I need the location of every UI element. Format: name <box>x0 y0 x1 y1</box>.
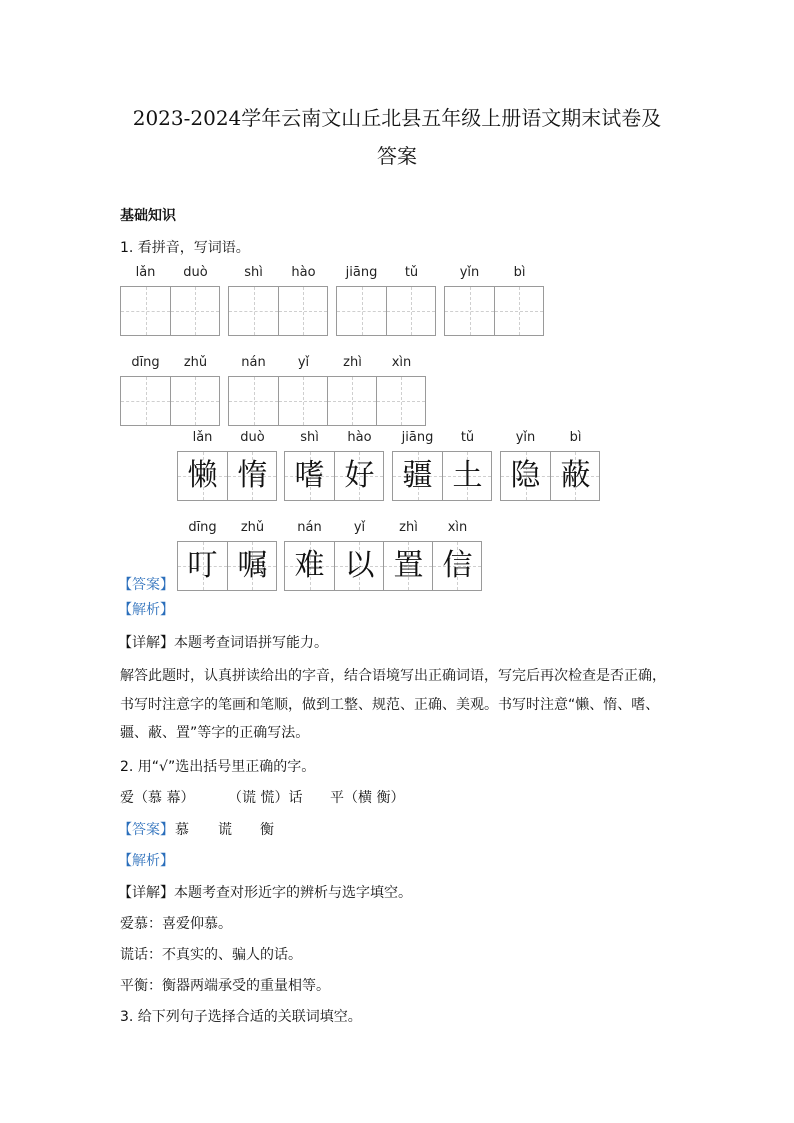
answer-cell <box>285 430 334 500</box>
writing-cell[interactable] <box>229 265 278 335</box>
explanation-line: 书写时注意字的笔画和笔顺，做到工整、规范、正确、美观。书写时注意“懒、惰、嗜、 <box>120 697 660 713</box>
writing-cell[interactable] <box>170 355 219 425</box>
answer-cell <box>334 520 383 590</box>
question-3-prompt: 3. 给下列句子选择合适的关联词填空。 <box>120 1009 362 1025</box>
answer-character: 信 <box>442 548 473 583</box>
pinyin-label: yǐ <box>297 355 310 370</box>
pinyin-label: bì <box>513 265 526 280</box>
answer-character: 以 <box>344 548 375 583</box>
analysis-label: 【解析】 <box>118 853 174 869</box>
answer-value: 衡 <box>260 822 274 838</box>
detail-label: 【详解】 <box>118 635 174 651</box>
writing-cell[interactable] <box>386 265 435 335</box>
answer-cell <box>432 520 481 590</box>
writing-box-group[interactable] <box>228 355 426 426</box>
pinyin-label: yǐn <box>515 430 536 445</box>
section-heading: 基础知识 <box>120 208 176 224</box>
answer-character: 好 <box>344 458 375 493</box>
pinyin-label: duò <box>183 265 208 280</box>
choice-item: （谎 慌）话 <box>228 790 303 806</box>
answer-value: 谎 <box>218 822 232 838</box>
answer-character: 难 <box>294 548 325 583</box>
writing-cell[interactable] <box>121 265 170 335</box>
pinyin-label: hào <box>347 430 372 445</box>
pinyin-label: jiāng <box>401 430 434 445</box>
writing-cell[interactable] <box>327 355 376 425</box>
writing-cell[interactable] <box>229 355 278 425</box>
pinyin-label: hào <box>291 265 316 280</box>
pinyin-label: tǔ <box>460 430 475 445</box>
answer-character: 土 <box>452 458 483 493</box>
writing-cell[interactable] <box>278 265 327 335</box>
answer-box-group <box>177 520 277 591</box>
answer-character: 懒 <box>187 458 218 493</box>
detail-line <box>118 635 328 651</box>
document-title-line1: 2023-2024学年云南文山丘北县五年级上册语文期末试卷及 <box>132 106 662 130</box>
answer-box-group <box>392 430 492 501</box>
answer-box-group <box>284 430 384 501</box>
pinyin-label: dīng <box>188 520 217 535</box>
writing-box-group[interactable] <box>120 265 220 336</box>
pinyin-label: zhì <box>343 355 362 370</box>
answer-box-group <box>500 430 600 501</box>
answer-cell <box>227 520 276 590</box>
answer-cell <box>334 430 383 500</box>
pinyin-label: shì <box>244 265 263 280</box>
document-title-line2: 答案 <box>377 144 417 168</box>
pinyin-label: zhǔ <box>240 520 265 535</box>
pinyin-label: lǎn <box>192 430 213 445</box>
explanation-line: 谎话：不真实的、骗人的话。 <box>120 947 302 963</box>
pinyin-label: bì <box>569 430 582 445</box>
answer-character: 蔽 <box>560 458 591 493</box>
pinyin-label: lǎn <box>135 265 156 280</box>
writing-cell[interactable] <box>278 355 327 425</box>
analysis-label: 【解析】 <box>118 602 174 618</box>
answer-cell <box>442 430 491 500</box>
answer-label: 【答案】 <box>118 822 174 838</box>
pinyin-label: shì <box>300 430 319 445</box>
answer-box-group <box>284 520 482 591</box>
answer-character: 置 <box>393 548 424 583</box>
writing-cell[interactable] <box>170 265 219 335</box>
answer-character: 隐 <box>510 458 541 493</box>
detail-label: 【详解】 <box>118 885 174 901</box>
answer-cell <box>393 430 442 500</box>
answer-box-group <box>177 430 277 501</box>
writing-box-group[interactable] <box>120 355 220 426</box>
pinyin-label: jiāng <box>345 265 378 280</box>
detail-text: 本题考查词语拼写能力。 <box>174 635 328 651</box>
pinyin-label: tǔ <box>404 265 419 280</box>
pinyin-label: duò <box>240 430 265 445</box>
choice-item: 爱（慕 幕） <box>120 790 195 806</box>
detail-line <box>118 885 412 901</box>
answer-cell <box>285 520 334 590</box>
pinyin-label: dīng <box>131 355 160 370</box>
writing-box-group[interactable] <box>336 265 436 336</box>
question-1-prompt: 1. 看拼音，写词语。 <box>120 240 250 256</box>
pinyin-label: zhǔ <box>183 355 208 370</box>
question-2-prompt: 2. 用“√”选出括号里正确的字。 <box>120 759 316 775</box>
pinyin-label: xìn <box>447 520 468 535</box>
writing-box-group[interactable] <box>228 265 328 336</box>
pinyin-label: yǐn <box>459 265 480 280</box>
answer-character: 嗜 <box>294 458 325 493</box>
pinyin-label: nán <box>297 520 322 535</box>
pinyin-label: zhì <box>399 520 418 535</box>
answer-cell <box>550 430 599 500</box>
writing-cell[interactable] <box>494 265 543 335</box>
answer-cell <box>178 430 227 500</box>
pinyin-label: nán <box>241 355 266 370</box>
detail-text: 本题考查对形近字的辨析与选字填空。 <box>174 885 412 901</box>
answer-character: 疆 <box>402 458 433 493</box>
answer-value: 慕 <box>175 822 189 838</box>
pinyin-label: yǐ <box>353 520 366 535</box>
explanation-line: 疆、蔽、置”等字的正确写法。 <box>120 725 310 741</box>
writing-cell[interactable] <box>445 265 494 335</box>
explanation-line: 解答此题时，认真拼读给出的字音，结合语境写出正确词语，写完后再次检查是否正确， <box>120 668 666 684</box>
writing-cell[interactable] <box>337 265 386 335</box>
answer-cell <box>227 430 276 500</box>
answer-cell <box>178 520 227 590</box>
answer-character: 惰 <box>237 458 268 493</box>
explanation-line: 平衡：衡器两端承受的重量相等。 <box>120 978 330 994</box>
answer-character: 叮 <box>187 548 218 583</box>
answer-cell <box>501 430 550 500</box>
writing-cell[interactable] <box>376 355 425 425</box>
writing-box-group[interactable] <box>444 265 544 336</box>
choice-item: 平（横 衡） <box>330 790 405 806</box>
pinyin-label: xìn <box>391 355 412 370</box>
writing-cell[interactable] <box>121 355 170 425</box>
answer-cell <box>383 520 432 590</box>
explanation-line: 爱慕：喜爱仰慕。 <box>120 916 232 932</box>
answer-label: 【答案】 <box>118 577 174 593</box>
answer-character: 嘱 <box>237 548 268 583</box>
